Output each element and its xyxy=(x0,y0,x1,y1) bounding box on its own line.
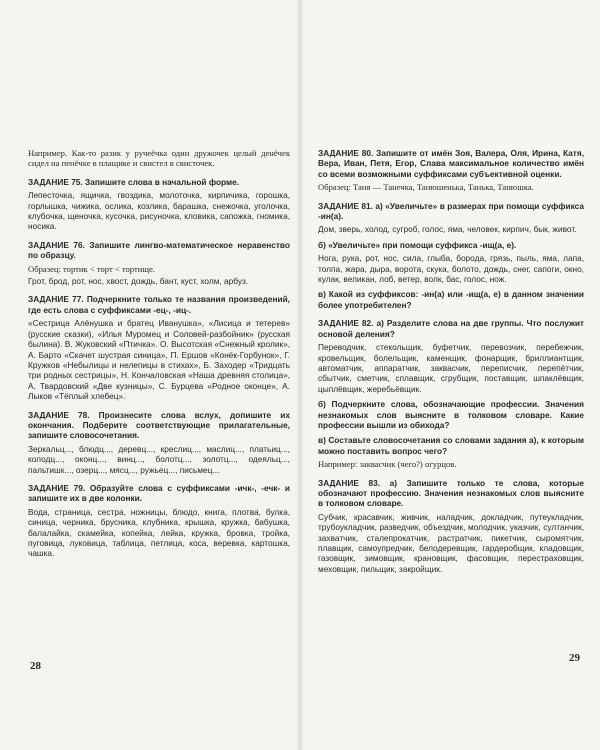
right-column xyxy=(318,148,584,582)
task-75 xyxy=(28,177,290,232)
task-82-text-a: Переводчик, стекольщик, буфетчик, перевозчик, перебежчик, кровельщик, болельщик, каменщик, фонарщик, бриллиантщик, автоматчик, аппаратчик, заквасчик, переписчик, перепётчик, сбытчик, сметчик, сплавщик, сгрубщик, поставщик, шпаклёвщик, цыплёвщик, жеребьёвщик. xyxy=(318,342,584,394)
task-81-heading-c: в) Какой из суффиксов: -ин(а) или -ищ(а, е) в данном значении более употребителен? xyxy=(318,289,584,310)
task-80-sample: Образец: Таня — Танечка, Танюшенька, Танька, Танюшка. xyxy=(318,182,534,193)
intro-example xyxy=(28,148,290,169)
task-81-heading-b: б) «Увеличьте» при помощи суффикса -ищ(а, е). xyxy=(318,239,517,250)
task-78-heading: ЗАДАНИЕ 78. Произнесите слова вслух, допишите их окончания. Подберите соответствующие прилагательные, запишите словосочетания. xyxy=(28,409,290,441)
task-81-heading-a: ЗАДАНИЕ 81. а) «Увеличьте» в размерах при помощи суффикса -ин(а). xyxy=(318,200,584,222)
task-80-heading: ЗАДАНИЕ 80. Запишите от имён Зоя, Валера, Оля, Ирина, Катя, Вера, Иван, Петя, Егор, Слава максимальное количество имён со всеми возможными суффиксами субъективной оценки. xyxy=(318,148,584,179)
task-76 xyxy=(28,240,290,287)
task-82-heading-b: б) Подчеркните слова, обозначающие профессии. Значения незнакомых слов выясните в толковом словаре. Какие профессии вышли из обихода? xyxy=(318,399,584,430)
task-83-text: Субчик, красавчик, живчик, наладчик, докладчик, путеукладчик, трубоукладчик, разведчик, объездчик, молодчик, указчик, султанчик, захватчик, сталепрокатчик, растратчик, пикетчик, сыромятчик, плавщик, самоупредчик, белодеревщик, гардеробщик, кладовщик, газовщик, зимовщик, крановщик, фасовщик, перестраховщик, меховщик, пильщик, закройщик. xyxy=(318,511,584,574)
task-77-heading: ЗАДАНИЕ 77. Подчеркните только те названия произведений, где есть слова с суффиксами -ец-, -иц-. xyxy=(28,294,290,315)
task-80 xyxy=(318,148,584,193)
right-page xyxy=(300,0,600,750)
left-column xyxy=(28,148,290,567)
task-77 xyxy=(28,294,290,401)
page-number-left: 28 xyxy=(30,660,41,672)
task-78 xyxy=(28,410,290,475)
intro-text: Например. Как-то разик у ручеёчка один дружочек целый денёчек сидел на пенёчке в плащике и свистел в свисточек. xyxy=(28,148,290,169)
task-83 xyxy=(318,478,584,575)
page-number-right: 29 xyxy=(569,652,580,664)
task-79 xyxy=(28,483,290,559)
task-81-text-b: Нога, рука, рот, нос, сила, глыба, борода, грязь, пыль, яма, лапа, толпа, жара, дыра, ворота, скука, болото, дождь, снег, сапоги, окно, кулак, великан, лоб, ветер, волк, бас, голос, нож. xyxy=(318,253,584,285)
task-79-text: Вода, страница, сестра, ножницы, блюдо, книга, плотва, булка, синица, черника, брусника, клубника, крышка, кружка, бабушка, балалайка, скамейка, копейка, лейка, кружка, бровка, тройка, пуговица, луковица, таблица, петлица, коса, веревка, картошка, чашка. xyxy=(28,506,290,559)
task-81 xyxy=(318,201,584,311)
task-75-heading: ЗАДАНИЕ 75. Запишите слова в начальной форме. xyxy=(28,176,240,187)
task-82-heading-a: ЗАДАНИЕ 82. а) Разделите слова на две группы. Что послужит основой деления? xyxy=(318,318,584,339)
task-76-text: Грот, брод, рот, нос, хвост, дождь, бант, куст, холм, арбуз. xyxy=(28,276,249,287)
task-75-text: Лепесточка, ящичка, гвоздика, молоточка, кирпичика, горошка, горлышка, чижика, ослика, козлика, барашка, снежочка, уголочка, клубочка, щеночка, кусочка, рисуночка, кловика, сапожка, гномика, носика. xyxy=(28,190,290,232)
task-78-text: Зеркальц..., блюдц..., деревц..., креслиц..., маслиц..., платьиц..., колодц..., оконц..., винц..., болотц..., золотц..., одеяльц..., пальтишк..., озерц..., мясц..., ружьец..., письмец... xyxy=(28,443,290,475)
task-76-sample: Образец: тортик < торт < тортище. xyxy=(28,263,155,274)
task-82-heading-c: в) Составьте словосочетания со словами задания а), к которым можно поставить вопрос чего? xyxy=(318,435,584,456)
task-79-heading: ЗАДАНИЕ 79. Образуйте слова с суффиксами -ичк-, -ечк- и запишите их в две колонки. xyxy=(28,482,290,504)
task-77-text: «Сестрица Алёнушка и братец Иванушка», «Лисица и тетерев» (русские сказки), «Илья Муромец и Соловей-разбойник» (русская былина). В. Жуковский «Птичка». О. Высотская «Снежный кролик», А. Барто «Скачет шустрая синица», П. Ершов «Конёк-Горбунок», Г. Кружков «Небылицы и нелепицы в стихах», Б. Заходер «Тридцать три родных сестрицы», Н. Кончаловская «Наша древняя столица», А. Твардовский «Две кузницы», С. Бурцева «Родное оконце», А. Лыков «Тёплый хлебец». xyxy=(28,318,290,402)
task-82-sample: Например: заквасчик (чего?) огурцов. xyxy=(318,459,457,470)
book-gutter xyxy=(296,0,304,750)
task-83-heading: ЗАДАНИЕ 83. а) Запишите только те слова, которые обозначают профессию. Значения незнакомых слов выясните в толковом словаре. xyxy=(318,477,584,509)
task-76-heading: ЗАДАНИЕ 76. Запишите лингво-математическое неравенство по образцу. xyxy=(28,239,290,261)
task-81-text-a: Дом, зверь, холод, сугроб, голос, яма, человек, кирпич, бык, живот. xyxy=(318,224,577,235)
task-82 xyxy=(318,318,584,469)
